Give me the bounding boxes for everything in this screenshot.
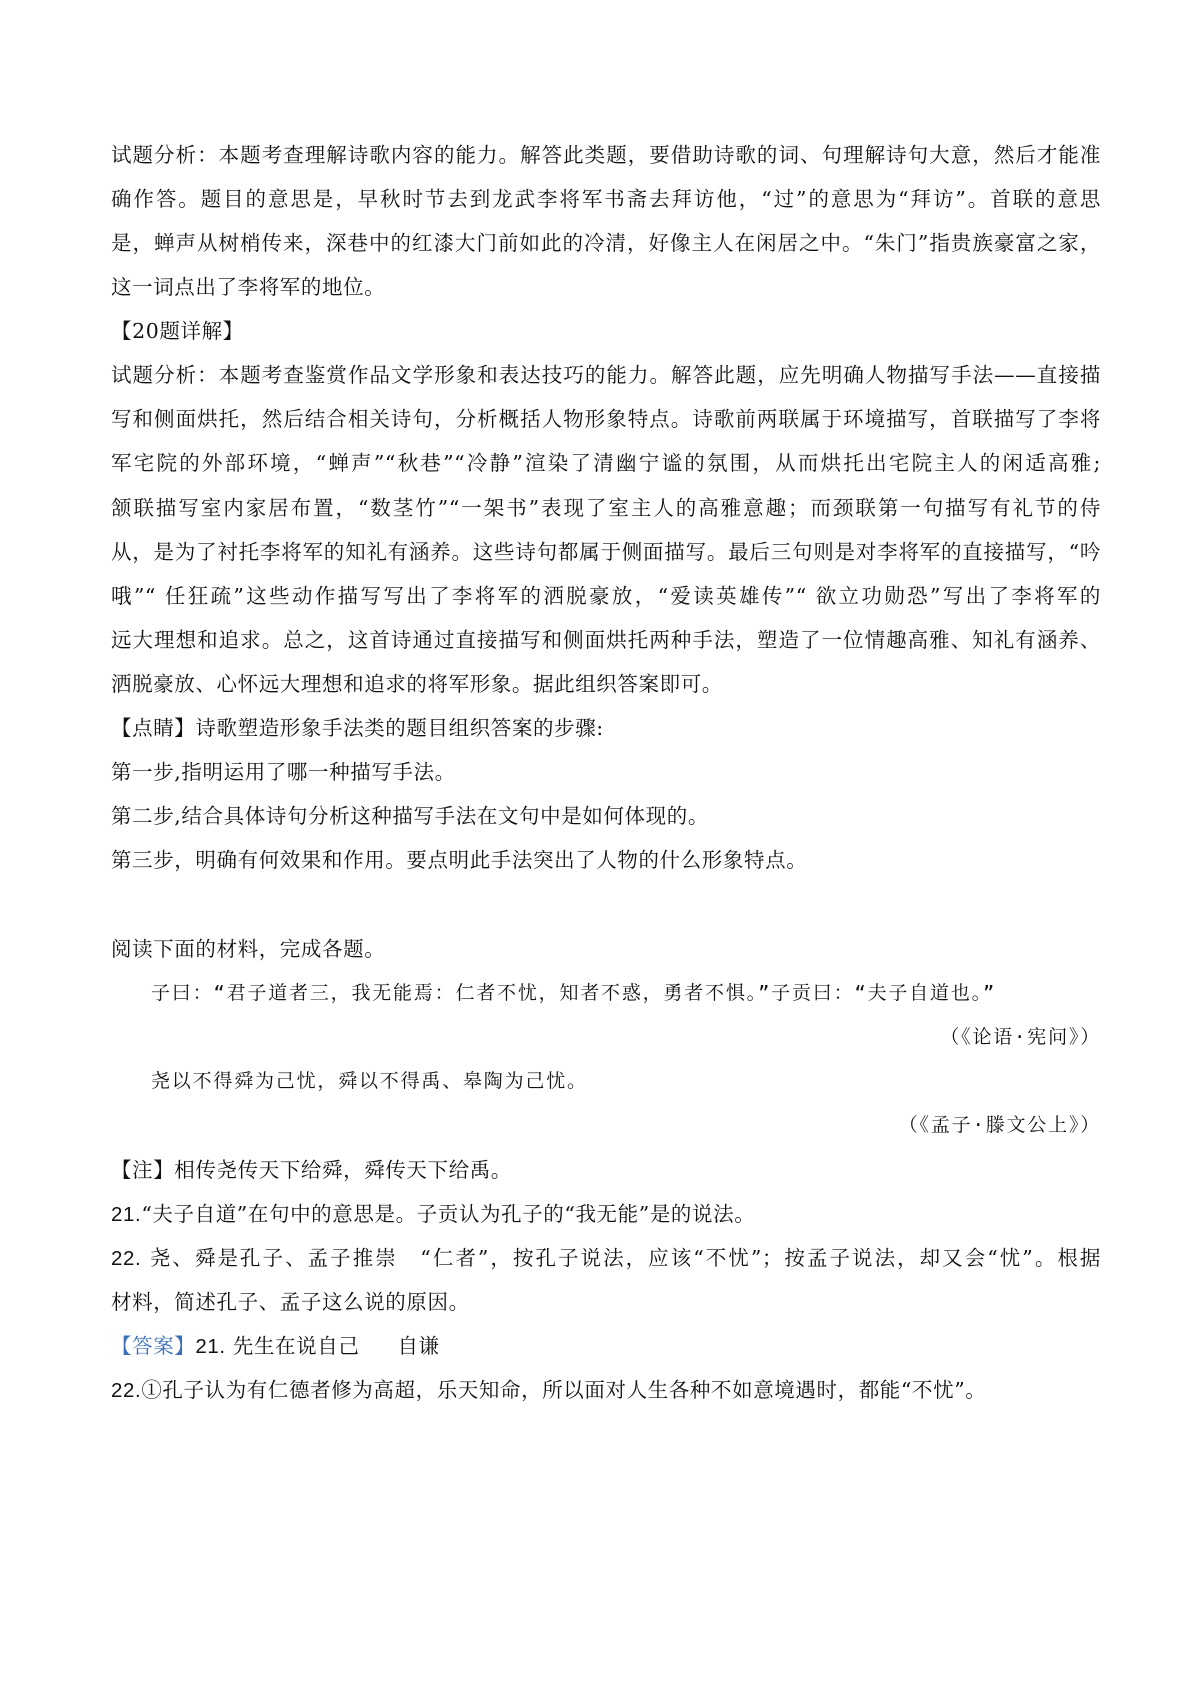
question-22-number: 22.: [111, 1247, 142, 1270]
source-mengzi: （《孟子·滕文公上》）: [898, 1114, 1101, 1136]
question-22-line1: [111, 1243, 1101, 1274]
detail20-heading: 【20题详解】: [111, 319, 244, 343]
analysis19-line: 确作答。题目的意思是，早秋时节去到龙武李将军书斋去拜访他，“过”的意思为“拜访”。首联的意思: [111, 187, 1101, 211]
question-21-number: 21.: [111, 1203, 142, 1226]
analysis19-line: 这一词点出了李将军的地位。: [111, 275, 386, 299]
detail20-line: 写和侧面烘托，然后结合相关诗句，分析概括人物形象特点。诗歌前两联属于环境描写，首联描写了李将: [111, 407, 1101, 431]
answer-21-part1: 先生在说自己: [232, 1334, 360, 1358]
answer-21: [111, 1331, 1101, 1362]
detail20-line: 哦”“ 任狂疏”这些动作描写写出了李将军的洒脱豪放，“爱读英雄传”“ 欲立功勋恐”写出了李将军的: [111, 584, 1101, 608]
question-21-text: “夫子自道”在句中的意思是。子贡认为孔子的“我无能”是的说法。: [141, 1202, 756, 1226]
tips-step: 第二步,结合具体诗句分析这种描写手法在文句中是如何体现的。: [111, 804, 709, 828]
question-21: [111, 1199, 1101, 1230]
quote-lunyu: 子曰：“君子道者三，我无能焉：仁者不忧，知者不惑，勇者不惧。”子贡曰：“夫子自道也。”: [151, 982, 997, 1004]
detail20-line: 洒脱豪放、心怀远大理想和追求的将军形象。据此组织答案即可。: [111, 672, 723, 696]
note: 【注】相传尧传天下给舜，舜传天下给禹。: [111, 1158, 512, 1182]
reading-intro: 阅读下面的材料，完成各题。: [111, 937, 386, 961]
source-lunyu: （《论语·宪问》）: [940, 1026, 1101, 1048]
analysis19-line: 是，蝉声从树梢传来，深巷中的红漆大门前如此的冷清，好像主人在闲居之中。“朱门”指贵族豪富之家，: [111, 231, 1101, 255]
quote-mengzi: 尧以不得舜为己忧，舜以不得禹、皋陶为己忧。: [151, 1070, 588, 1092]
analysis19-line: 试题分析：本题考查理解诗歌内容的能力。解答此类题，要借助诗歌的词、句理解诗句大意，然后才能准: [111, 143, 1101, 167]
tips-step: 第三步，明确有何效果和作用。要点明此手法突出了人物的什么形象特点。: [111, 848, 808, 872]
tips-heading: 【点睛】诗歌塑造形象手法类的题目组织答案的步骤:: [111, 716, 604, 740]
answer-22-text: ①孔子认为有仁德者修为高超，乐天知命，所以面对人生各种不如意境遇时，都能“不忧”。: [141, 1378, 987, 1402]
tips-step: 第一步,指明运用了哪一种描写手法。: [111, 760, 456, 784]
question-22-line2: 材料，简述孔子、孟子这么说的原因。: [111, 1290, 470, 1314]
detail20-line: 从，是为了衬托李将军的知礼有涵养。这些诗句都属于侧面描写。最后三句则是对李将军的直接描写，“吟: [111, 540, 1101, 564]
answer-22: [111, 1375, 1101, 1406]
answer-21-part2: 自谦: [397, 1334, 440, 1358]
detail20-line: 试题分析：本题考查鉴赏作品文学形象和表达技巧的能力。解答此题，应先明确人物描写手法——直接描: [111, 363, 1101, 387]
answer-22-number: 22.: [111, 1379, 142, 1402]
answer-label: 【答案】: [111, 1334, 196, 1358]
detail20-line: 军宅院的外部环境，“蝉声”“秋巷”“冷静”渲染了清幽宁谧的氛围，从而烘托出宅院主人的闲适高雅;: [111, 451, 1101, 475]
answer-21-number: 21.: [195, 1335, 226, 1358]
detail20-line: 颔联描写室内家居布置，“数茎竹”“一架书”表现了室主人的高雅意趣；而颈联第一句描写有礼节的侍: [111, 496, 1101, 520]
detail20-line: 远大理想和追求。总之，这首诗通过直接描写和侧面烘托两种手法，塑造了一位情趣高雅、知礼有涵养、: [111, 628, 1101, 652]
question-22-text: 尧、舜是孔子、孟子推崇 “仁者”，按孔子说法，应该“不忧”；按孟子说法，却又会“忧”。根据: [149, 1246, 1101, 1270]
